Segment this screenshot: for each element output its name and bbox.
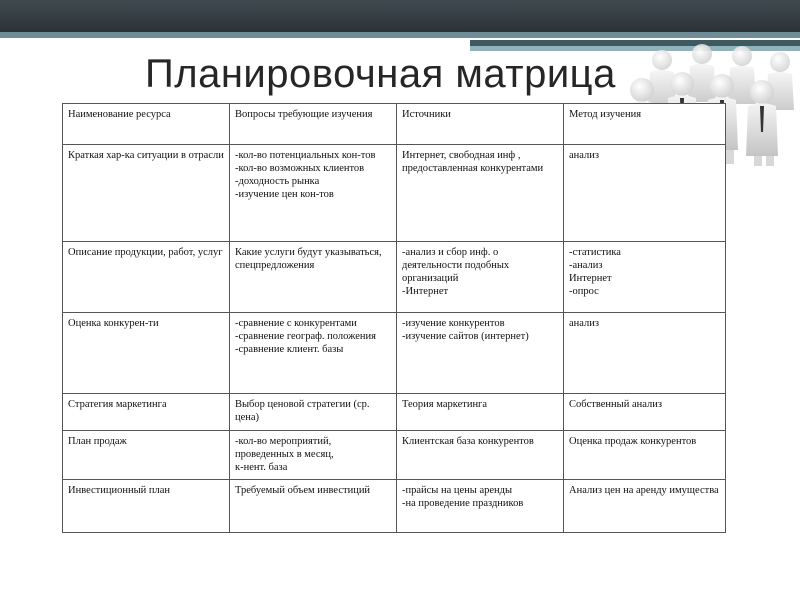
header-resource: Наименование ресурса — [63, 104, 230, 145]
table-cell: Инвестиционный план — [63, 480, 230, 533]
table-cell: -прайсы на цены аренды -на проведение праздников — [397, 480, 564, 533]
table-cell: План продаж — [63, 431, 230, 480]
table-cell: Стратегия маркетинга — [63, 394, 230, 431]
header-sources: Источники — [397, 104, 564, 145]
table-row — [63, 394, 726, 431]
table-cell: -кол-во потенциальных кон-тов -кол-во возможных клиентов -доходность рынка -изучение цен кон-тов — [230, 145, 397, 242]
table-cell: Оценка конкурен-ти — [63, 313, 230, 394]
slide-title: Планировочная матрица — [145, 52, 616, 96]
table-cell: Анализ цен на аренду имущества — [564, 480, 726, 533]
header-questions: Вопросы требующие изучения — [230, 104, 397, 145]
table-cell: -анализ и сбор инф. о деятельности подобных организаций -Интернет — [397, 242, 564, 313]
table-cell: Описание продукции, работ, услуг — [63, 242, 230, 313]
table-row — [63, 145, 726, 242]
table-row — [63, 480, 726, 533]
table-header-row — [63, 104, 726, 145]
table-cell: Теория маркетинга — [397, 394, 564, 431]
table-cell: анализ — [564, 313, 726, 394]
top-bar — [0, 0, 800, 32]
table-row — [63, 313, 726, 394]
table-cell: -сравнение с конкурентами -сравнение географ. положения -сравнение клиент. базы — [230, 313, 397, 394]
table-cell: -статистика -анализ Интернет -опрос — [564, 242, 726, 313]
table-cell: Клиентская база конкурентов — [397, 431, 564, 480]
table-cell: Интернет, свободная инф , предоставленная конкурентами — [397, 145, 564, 242]
table-cell: Выбор ценовой стратегии (ср. цена) — [230, 394, 397, 431]
table-cell: анализ — [564, 145, 726, 242]
table-cell: Какие услуги будут указываться, спецпредложения — [230, 242, 397, 313]
table-cell: Краткая хар-ка ситуации в отрасли — [63, 145, 230, 242]
table-cell: -изучение конкурентов -изучение сайтов (интернет) — [397, 313, 564, 394]
table-cell: Собственный анализ — [564, 394, 726, 431]
table-row — [63, 242, 726, 313]
planning-matrix-table — [62, 103, 726, 533]
table-cell: -кол-во мероприятий, проведенных в месяц, к-нент. база — [230, 431, 397, 480]
table-cell: Требуемый объем инвестиций — [230, 480, 397, 533]
header-method: Метод изучения — [564, 104, 726, 145]
table-row — [63, 431, 726, 480]
table-cell: Оценка продаж конкурентов — [564, 431, 726, 480]
